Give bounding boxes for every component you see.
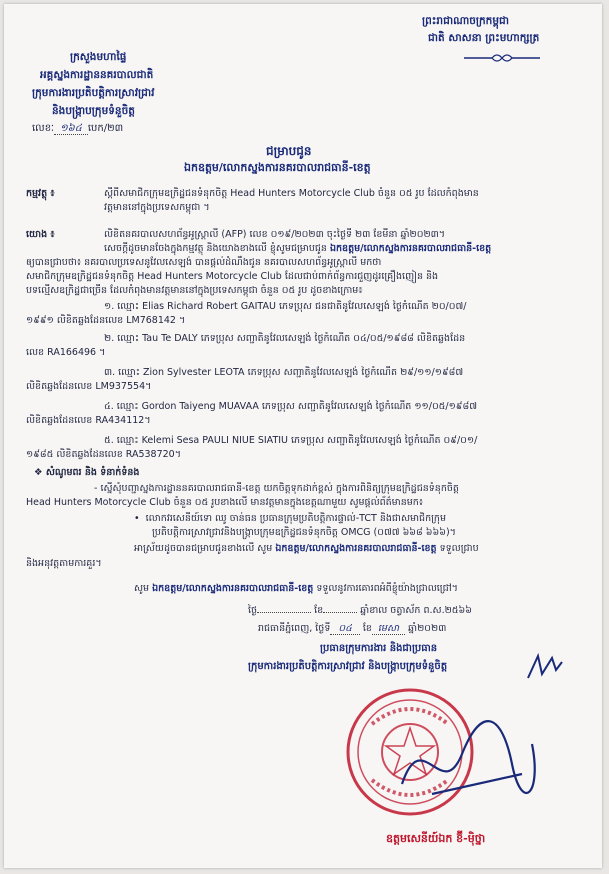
body-line-3: សមាជិកក្រុមឧក្រិដ្ឋជនទំនុកចិត្ត Head Hunters Motorcycle Club ដែលជាប់ពាក់ព័ន្ធការជួញដូរគ្រឿងញៀន និង	[26, 271, 439, 282]
person-3-cont: លិខិតឆ្លងដែនលេខ LM937554។	[26, 381, 152, 392]
person-3: ៣. ឈ្មោះ Zion Sylvester LEOTA ភេទប្រុស សញ្ជាតិនូវែលសេឡង់ ថ្ងៃកំណើត ២៩/១១/១៩៨៧	[104, 367, 464, 378]
contact-line-2: ប្រតិបត្តិការស្រាវជ្រាវនិងបង្ក្រាបក្រុមឧក្រិដ្ឋជនទំនុកចិត្ត OMCG (០៧៧ ៦៦៨ ៦៦៦)។	[152, 527, 456, 538]
body-line-2: ឲ្យបានជ្រាបថា៖ នគរបាលប្រទេសនូវែលសេឡង់ បានផ្តល់ដំណឹងជូន នគរបាលសហព័ន្ធអូស្ត្រាលី មកថា	[26, 257, 382, 268]
reference-label: យោង ៖	[26, 229, 55, 240]
request-heading: ❖ សំណូមពរ និង ទំនាក់ទំនង	[34, 467, 140, 478]
bullet-icon: •	[134, 513, 146, 524]
signature-icon	[524, 652, 564, 682]
department-sub: និងបង្ក្រាបក្រុមទំនួចិត្ត	[52, 105, 135, 117]
person-5-cont: ១៩៨៥ លិខិតឆ្លងដែនលេខ RA538720។	[26, 449, 181, 460]
reference-number: លេខៈ ១៦៤ បេក/២៣	[32, 123, 124, 134]
person-5: ៥. ឈ្មោះ Kelemi Sesa PAULI NIUE SIATIU ភេទប្រុស សញ្ជាតិនូវែលសេឡង់ ថ្ងៃកំណើត ០៩/០១/	[104, 435, 478, 446]
document-title: ជម្រាបជូន	[266, 144, 312, 158]
closing-line-2: និងអនុវត្តតាមការគួរ។	[26, 558, 102, 569]
diamond-bullet-icon: ❖	[34, 467, 46, 478]
signer-role: ប្រធានក្រុមការងារ និងជាប្រធាន	[320, 643, 438, 654]
department-name: ក្រុមការងារប្រតិបត្តិការស្រាវជ្រាវ	[32, 87, 155, 99]
person-1-cont: ១៩៩១ លិខិតឆ្លងដែនលេខ LM768142 ។	[26, 315, 186, 326]
person-4: ៤. ឈ្មោះ Gordon Taiyeng MUAVAA ភេទប្រុស សញ្ជាតិនូវែលសេឡង់ ថ្ងៃកំណើត ១១/០៥/១៩៨៧	[104, 401, 478, 412]
salutation-line: សូម ឯកឧត្តម/លោកស្នងការនគរបាលរាជធានី-ខេត្ត ទទួលនូវការគោរពអំពីខ្ញុំយ៉ាងជ្រាលជ្រៅ។	[134, 583, 458, 594]
lunar-date: ថ្ងៃ ខែ ឆ្នាំខាល ចត្វាស័ក ព.ស.២៥៦៦	[248, 605, 472, 616]
subject-line-1: ស្តីពីសមាជិកក្រុមឧក្រិដ្ឋជនទំនុកចិត្ត Head Hunters Motorcycle Club ចំនួន ០៥ រូប ដែលកំពុងមាន	[104, 188, 479, 199]
closing-line-1: អាស្រ័យដូចបានជម្រាបជូនខាងលើ សូម ឯកឧត្តម/លោកស្នងការនគរបាលរាជធានី-ខេត្ត ទទួលជ្រាប	[134, 543, 479, 554]
handwritten-signature-icon	[392, 704, 552, 814]
subject-line-2: វត្តមាននៅក្នុងប្រទេសកម្ពុជា ។	[104, 202, 210, 213]
recipient-title: ឯកឧត្តម/លោកស្នងការនគរបាលរាជធានី-ខេត្ត	[184, 161, 371, 174]
body-line-4: បទល្មើសឧក្រិដ្ឋជាច្រើន ដែលកំពុងមានវត្តមាននៅក្នុងប្រទេសកម្ពុជា ចំនួន ០៥ រូប ដូចខាងក្រោម៖	[26, 285, 363, 296]
directorate-name: អគ្គស្នងការដ្ឋាននគរបាលជាតិ	[40, 69, 154, 81]
person-2: ២. ឈ្មោះ Tau Te DALY ភេទប្រុស សញ្ជាតិនូវែលសេឡង់ ថ្ងៃកំណើត ០៤/០៥/១៩៨៨ លិខិតឆ្លងដែន	[104, 333, 466, 344]
subject-label: កម្មវត្ថុ ៖	[26, 188, 55, 199]
place-date: រាជធានីភ្នំពេញ, ថ្ងៃទី ០៤ ខែ មេសា ឆ្នាំ២០២៣	[258, 623, 447, 634]
request-line-2: Head Hunters Motorcycle Club ចំនួន ០៥ រូបខាងលើ មានវត្តមានក្នុងខេត្តណាមួយ សូមផ្តល់ព័ត៌មានមក៖	[26, 497, 423, 508]
person-1: ១. ឈ្មោះ Elias Richard Robert GAITAU ភេទប្រុស ជនជាតិនូវែលសេឡង់ ថ្ងៃកំណើត ២០/០៧/	[104, 301, 467, 312]
nation-motto: ជាតិ សាសនា ព្រះមហាក្សត្រ	[428, 32, 540, 44]
contact-line-1: • លោកវរសេនីយ៍ទោ ឈូ ចាន់ធន ប្រធានក្រុមប្រតិបត្តិការផ្ទាល់-TCT និងជាសមាជិកក្រុម	[134, 513, 446, 524]
body-line-1: សេចក្តីដូចមានចែងក្នុងកម្មវត្ថុ និងយោងខាងលើ ខ្ញុំសូមជម្រាបជូន ឯកឧត្តម/លោកស្នងការនគរបាលរាជធានី-ខេត្ត	[104, 243, 492, 254]
signer-unit: ក្រុមការងារប្រតិបត្តិការស្រាវជ្រាវ និងបង្ក្រាបក្រុមទំនួចិត្ត	[248, 661, 448, 672]
document-page	[4, 4, 602, 868]
request-line-1: - ស្នើសុំបញ្ជាស្នងការដ្ឋាននគរបាលរាជធានី-ខេត្ត យកចិត្តទុកដាក់ខ្ពស់ ក្នុងការពិនិត្យក្រុមឧក្រិដ្ឋជនទំនុកចិត្ត	[94, 483, 459, 494]
signer-name: ឧត្តមសេនីយ៍ឯក ខ៊ី-ម៉ិថ្នា	[386, 832, 486, 845]
ornament-divider-icon	[462, 52, 542, 64]
reference-line-1: លិខិតនគរបាលសហព័ន្ធអូស្ត្រាលី (AFP) លេខ ០១៩/២០២៣ ចុះថ្ងៃទី ២៣ ខែមីនា ឆ្នាំ២០២៣។	[104, 229, 446, 240]
kingdom-title: ព្រះរាជាណាចក្រកម្ពុជា	[422, 15, 510, 27]
person-4-cont: លិខិតឆ្លងដែនលេខ RA434112។	[26, 415, 151, 426]
person-2-cont: លេខ RA166496 ។	[26, 347, 106, 358]
ministry-name: ក្រសួងមហាផ្ទៃ	[70, 51, 127, 63]
